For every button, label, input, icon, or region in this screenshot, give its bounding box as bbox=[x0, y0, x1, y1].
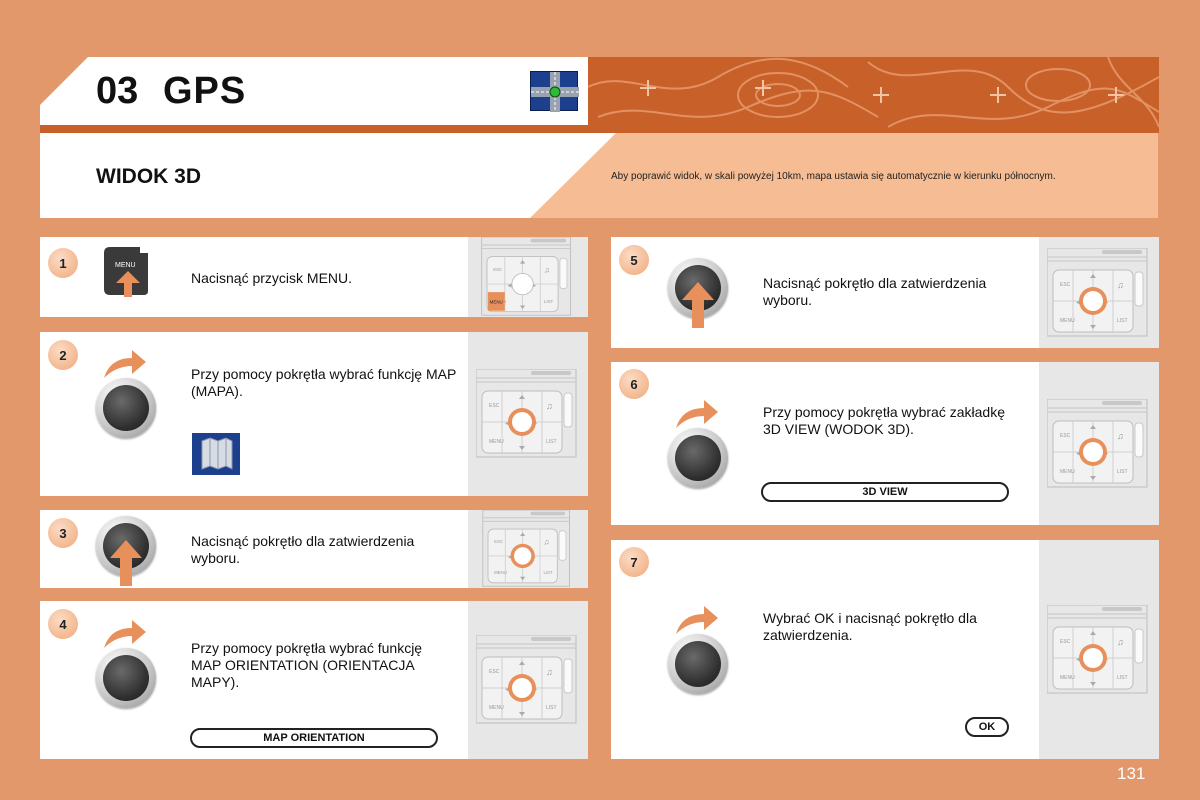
header-strip bbox=[40, 125, 588, 133]
topographic-banner bbox=[588, 57, 1159, 133]
control-panel-illustration bbox=[1039, 237, 1159, 348]
rotary-knob-icon bbox=[96, 648, 156, 708]
step-7-badge: 7 bbox=[619, 547, 649, 577]
menu-button-label: MENU bbox=[115, 262, 136, 269]
step-6-text: Przy pomocy pokrętła wybrać zakładkę 3D VIEW (WODOK 3D). bbox=[763, 404, 1005, 437]
map-orientation-option[interactable]: MAP ORIENTATION bbox=[190, 728, 438, 748]
chapter-number: 03 bbox=[96, 70, 139, 112]
step-7-text: Wybrać OK i nacisnąć pokrętło dla zatwierdzenia. bbox=[763, 610, 977, 643]
press-arrow-icon bbox=[682, 282, 714, 333]
step-5-badge: 5 bbox=[619, 245, 649, 275]
step-4-text: Przy pomocy pokrętła wybrać funkcję MAP ORIENTATION (ORIENTACJA MAPY). bbox=[191, 640, 423, 690]
step-2-badge: 2 bbox=[48, 340, 78, 370]
step-1-badge: 1 bbox=[48, 248, 78, 278]
control-panel-illustration bbox=[1039, 540, 1159, 759]
rotary-knob-icon bbox=[668, 428, 728, 488]
control-panel-illustration bbox=[468, 510, 588, 588]
3d-view-tab[interactable]: 3D VIEW bbox=[761, 482, 1009, 502]
control-panel-illustration bbox=[468, 601, 588, 759]
svg-text:MENU: MENU bbox=[489, 299, 503, 305]
rotary-knob-icon bbox=[668, 634, 728, 694]
chapter-title: GPS bbox=[163, 70, 247, 112]
ok-button[interactable]: OK bbox=[965, 717, 1009, 737]
step-1-text: Nacisnąć przycisk MENU. bbox=[191, 270, 353, 286]
press-arrow-icon bbox=[110, 540, 142, 591]
page-number: 131 bbox=[1117, 764, 1146, 783]
control-panel-illustration bbox=[1039, 362, 1159, 525]
control-panel-illustration bbox=[468, 237, 588, 317]
rotary-knob-icon bbox=[96, 378, 156, 438]
navigation-crossroad-icon bbox=[530, 71, 578, 111]
section-title: WIDOK 3D bbox=[96, 165, 201, 188]
step-3-badge: 3 bbox=[48, 518, 78, 548]
section-note: Aby poprawić widok, w skali powyżej 10km, mapa ustawia się automatycznie w kierunku północnym. bbox=[611, 171, 1056, 182]
control-panel-illustration bbox=[468, 332, 588, 496]
menu-button-icon bbox=[100, 245, 152, 297]
step-4-badge: 4 bbox=[48, 609, 78, 639]
step-3-text: Nacisnąć pokrętło dla zatwierdzenia wyboru. bbox=[191, 533, 415, 566]
map-icon bbox=[192, 433, 240, 475]
step-2-text: Przy pomocy pokrętła wybrać funkcję MAP (MAPA). bbox=[191, 366, 457, 399]
step-5-text: Nacisnąć pokrętło dla zatwierdzenia wyboru. bbox=[763, 275, 987, 308]
step-6-badge: 6 bbox=[619, 369, 649, 399]
